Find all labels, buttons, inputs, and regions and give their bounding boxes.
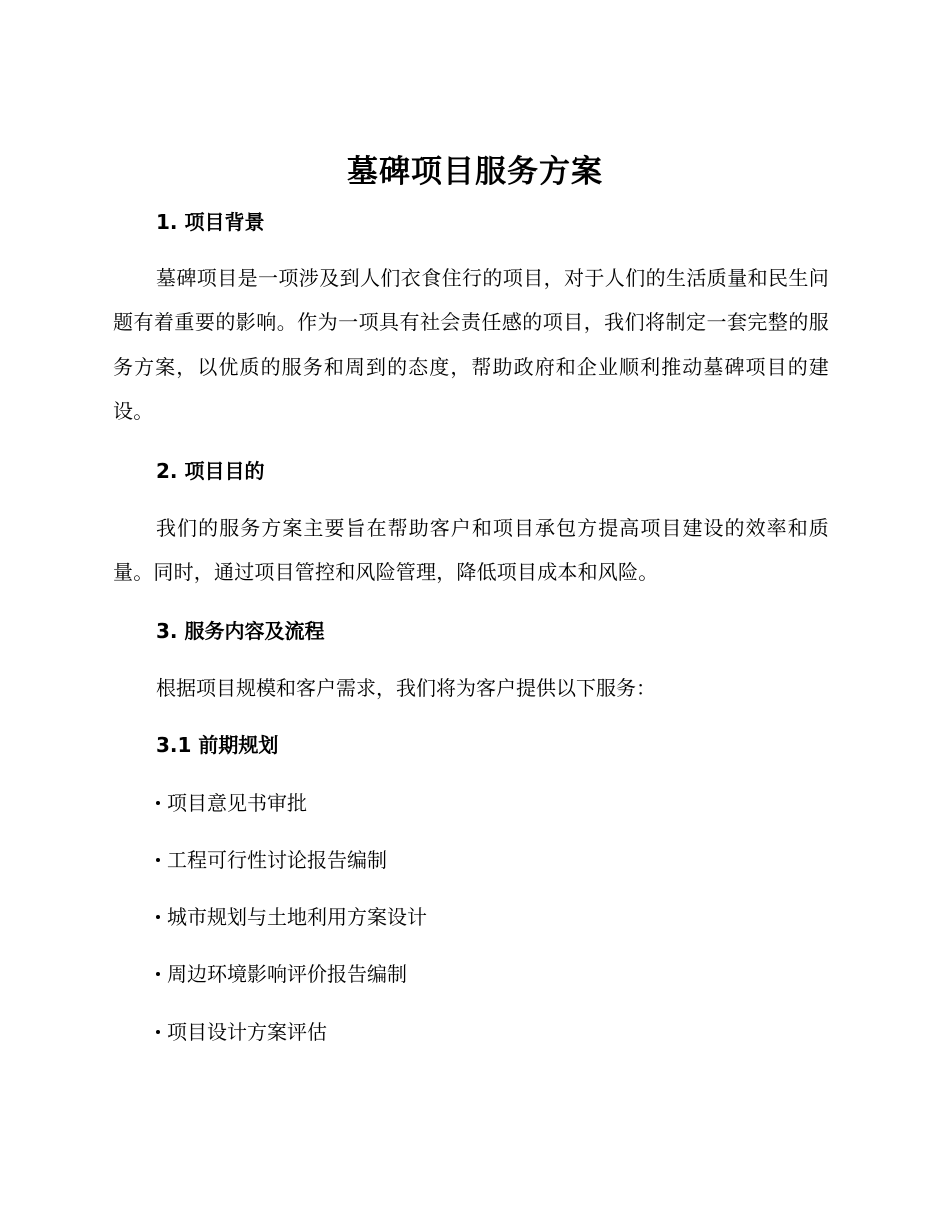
bullet-icon [156,915,160,919]
paragraph-purpose: 我们的服务方案主要旨在帮助客户和项目承包方提高项目建设的效率和质量。同时，通过项目管控和风险管理，降低项目成本和风险。 [113,516,829,585]
subsection-heading-planning: 3.1 前期规划 [156,733,279,757]
list-item [156,959,407,989]
list-item-text: 工程可行性讨论报告编制 [167,848,387,872]
section-heading-services: 3. 服务内容及流程 [156,619,325,643]
list-item-text: 城市规划与土地利用方案设计 [167,905,427,929]
services-intro-text: 根据项目规模和客户需求，我们将为客户提供以下服务： [156,676,656,700]
list-item [156,902,427,932]
section-heading-purpose: 2. 项目目的 [156,459,265,483]
bullet-icon [156,1030,160,1034]
bullet-icon [156,858,160,862]
list-item-text: 周边环境影响评价报告编制 [167,962,407,986]
list-item [156,845,387,875]
list-item-text: 项目意见书审批 [167,791,307,815]
bullet-icon [156,972,160,976]
list-item-text: 项目设计方案评估 [167,1020,327,1044]
section-heading-background: 1. 项目背景 [156,210,265,234]
list-item [156,788,307,818]
bullet-icon [156,801,160,805]
paragraph-background: 墓碑项目是一项涉及到人们衣食住行的项目，对于人们的生活质量和民生问题有着重要的影响。作为一项具有社会责任感的项目，我们将制定一套完整的服务方案，以优质的服务和周到的态度，帮助政府和企业顺利推动墓碑项目的建设。 [113,266,829,423]
document-title: 墓碑项目服务方案 [347,154,603,190]
list-item [156,1017,327,1047]
